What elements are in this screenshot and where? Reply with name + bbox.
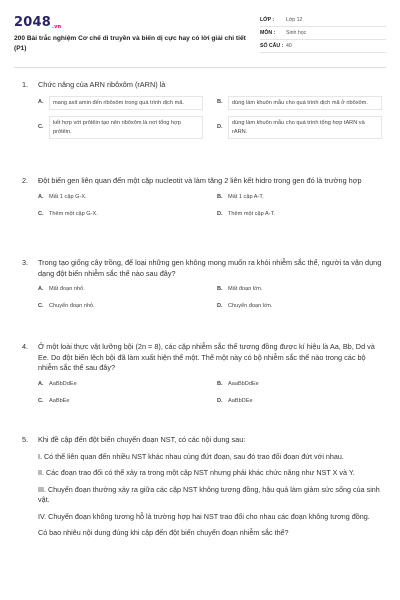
question-2 xyxy=(22,176,382,220)
option-text: Mất đoạn nhỏ. xyxy=(49,286,85,292)
question-text: Ở một loài thực vật lưỡng bội (2n = 8), các cặp nhiễm sắc thể tương đồng được kí hiệu là Aa, Bb, Dd và Ee. Do đột biến lệch bội đã làm xuất hiện thể một. Thể một này có bộ nhiễm sắc thể nào trong các bộ nhiễm sắc thể sau đây? xyxy=(38,342,375,372)
option-d[interactable] xyxy=(217,209,382,220)
option-grid xyxy=(38,192,382,220)
option-letter: A. xyxy=(38,380,44,387)
question-stem xyxy=(22,258,382,279)
option-text: Chuyển đoạn nhỏ. xyxy=(49,303,95,309)
statement-3: III. Chuyển đoạn thường xảy ra giữa các cặp NST không tương đồng, hậu quả làm giảm sức sống của sinh vật. xyxy=(38,484,380,504)
option-b[interactable] xyxy=(217,192,382,203)
option-letter: B. xyxy=(217,380,223,387)
meta-row-count xyxy=(260,40,386,53)
meta-value: Sinh học xyxy=(286,30,307,36)
logo-suffix: .vn xyxy=(51,24,62,30)
option-letter: A. xyxy=(38,99,44,106)
question-1 xyxy=(22,80,382,139)
meta-row-subject xyxy=(260,27,386,40)
option-text: AaBbDdEe xyxy=(49,380,77,387)
meta-label: LỚP : xyxy=(260,17,275,23)
logo-text: 2048 xyxy=(14,15,51,30)
option-text: Thêm một cặp A-T. xyxy=(228,210,275,217)
question-stem xyxy=(22,176,382,187)
question-stem xyxy=(22,435,382,446)
option-c[interactable] xyxy=(38,396,203,407)
document-title: 200 Bài trắc nghiệm Cơ chế di truyền và biến dị cực hay có lời giải chi tiết (P1) xyxy=(14,35,246,52)
question-3 xyxy=(22,258,382,312)
site-logo[interactable] xyxy=(14,15,61,30)
question-number: 5. xyxy=(22,435,29,444)
option-letter: D. xyxy=(217,397,223,404)
question-number: 4. xyxy=(22,342,29,351)
option-letter: C. xyxy=(38,210,44,217)
option-text: Mất 1 cặp A-T. xyxy=(228,193,264,200)
statement-4: IV. Chuyển đoạn không tương hỗ là trường hợp hai NST trao đổi cho nhau các đoạn không tương đồng. xyxy=(38,511,370,521)
question-5 xyxy=(22,435,382,539)
option-c[interactable] xyxy=(38,116,203,139)
option-grid xyxy=(38,96,382,140)
question-prompt: Có bao nhiêu nội dung đúng khi cập đến đột biến chuyển đoạn nhiễm sắc thể? xyxy=(38,528,289,537)
option-letter: C. xyxy=(38,124,44,130)
option-letter: A. xyxy=(38,193,44,200)
option-letter: C. xyxy=(38,397,44,404)
question-text: Trong tạo giống cây trồng, để loại những gen không mong muốn ra khỏi nhiễm sắc thể, người ta vận dụng dạng đột biến nhiễm sắc thể nào sau đây? xyxy=(38,258,382,278)
option-letter: C. xyxy=(38,303,44,309)
option-grid xyxy=(38,284,382,312)
option-text: AaBbDEe xyxy=(228,397,253,404)
meta-row-class xyxy=(260,14,386,27)
question-4 xyxy=(22,342,382,407)
option-text: Mất 1 cặp G-X. xyxy=(49,193,87,200)
option-text: AaBbEe xyxy=(49,397,70,404)
meta-table xyxy=(260,14,386,53)
question-number: 1. xyxy=(22,80,29,89)
question-text: Khi đề cập đến đột biến chuyển đoạn NST, có các nội dung sau: xyxy=(38,435,246,444)
option-text: dùng làm khuôn mẫu cho quá trình dịch mã ở ribôxôm. xyxy=(228,96,382,111)
header-divider xyxy=(14,67,386,68)
question-stem xyxy=(22,80,382,91)
option-letter: D. xyxy=(217,210,223,217)
meta-label: MÔN : xyxy=(260,30,276,36)
option-letter: B. xyxy=(217,286,223,292)
option-a[interactable] xyxy=(38,284,203,295)
option-letter: B. xyxy=(217,99,223,106)
option-letter: B. xyxy=(217,193,223,200)
option-c[interactable] xyxy=(38,209,203,220)
meta-value: 40 xyxy=(286,43,292,49)
option-grid xyxy=(38,379,382,407)
option-b[interactable] xyxy=(217,284,382,295)
question-text: Chức năng của ARN ribôxôm (rARN) là xyxy=(38,80,166,89)
option-d[interactable] xyxy=(217,301,382,312)
statement-1: I. Có thể liên quan đến nhiều NST khác nhau cùng đứt đoạn, sau đó trao đổi đoạn đứt với nhau. xyxy=(38,451,344,461)
option-c[interactable] xyxy=(38,301,203,312)
option-text: kết hợp với prôtêin tạo nên ribôxôm là nơi tổng hợp prôtêin. xyxy=(49,116,203,139)
question-number: 2. xyxy=(22,176,29,185)
option-text: dùng làm khuôn mẫu cho quá trình tổng hợp tARN và rARN. xyxy=(228,116,382,139)
option-a[interactable] xyxy=(38,192,203,203)
option-a[interactable] xyxy=(38,379,203,390)
option-b[interactable] xyxy=(217,379,382,390)
option-letter: D. xyxy=(217,303,223,309)
meta-label: SỐ CÂU : xyxy=(260,43,284,49)
option-text: mang axit amin đến ribôxôm trong quá trình dịch mã. xyxy=(49,96,203,111)
meta-value: Lớp 12 xyxy=(286,17,303,23)
statement-2: II. Các đoạn trao đổi có thể xảy ra trong một cặp NST nhưng phải khác chức năng như NST X và Y. xyxy=(38,468,355,477)
option-text: Thêm một cặp G-X. xyxy=(49,210,98,217)
option-b[interactable] xyxy=(217,96,382,111)
option-d[interactable] xyxy=(217,396,382,407)
option-text: Mất đoạn lớn. xyxy=(228,286,263,292)
option-a[interactable] xyxy=(38,96,203,111)
option-letter: D. xyxy=(217,124,223,130)
option-text: Chuyển đoạn lớn. xyxy=(228,303,273,309)
question-stem xyxy=(22,342,382,374)
option-d[interactable] xyxy=(217,116,382,139)
option-letter: A. xyxy=(38,286,44,292)
question-text: Đột biến gen liên quan đến một cặp nucleotit và làm tăng 2 liên kết hidro trong gen đó là trường hợp xyxy=(38,176,362,185)
option-text: AaaBbDdEe xyxy=(228,380,259,387)
page-header xyxy=(14,12,386,62)
question-number: 3. xyxy=(22,258,29,267)
